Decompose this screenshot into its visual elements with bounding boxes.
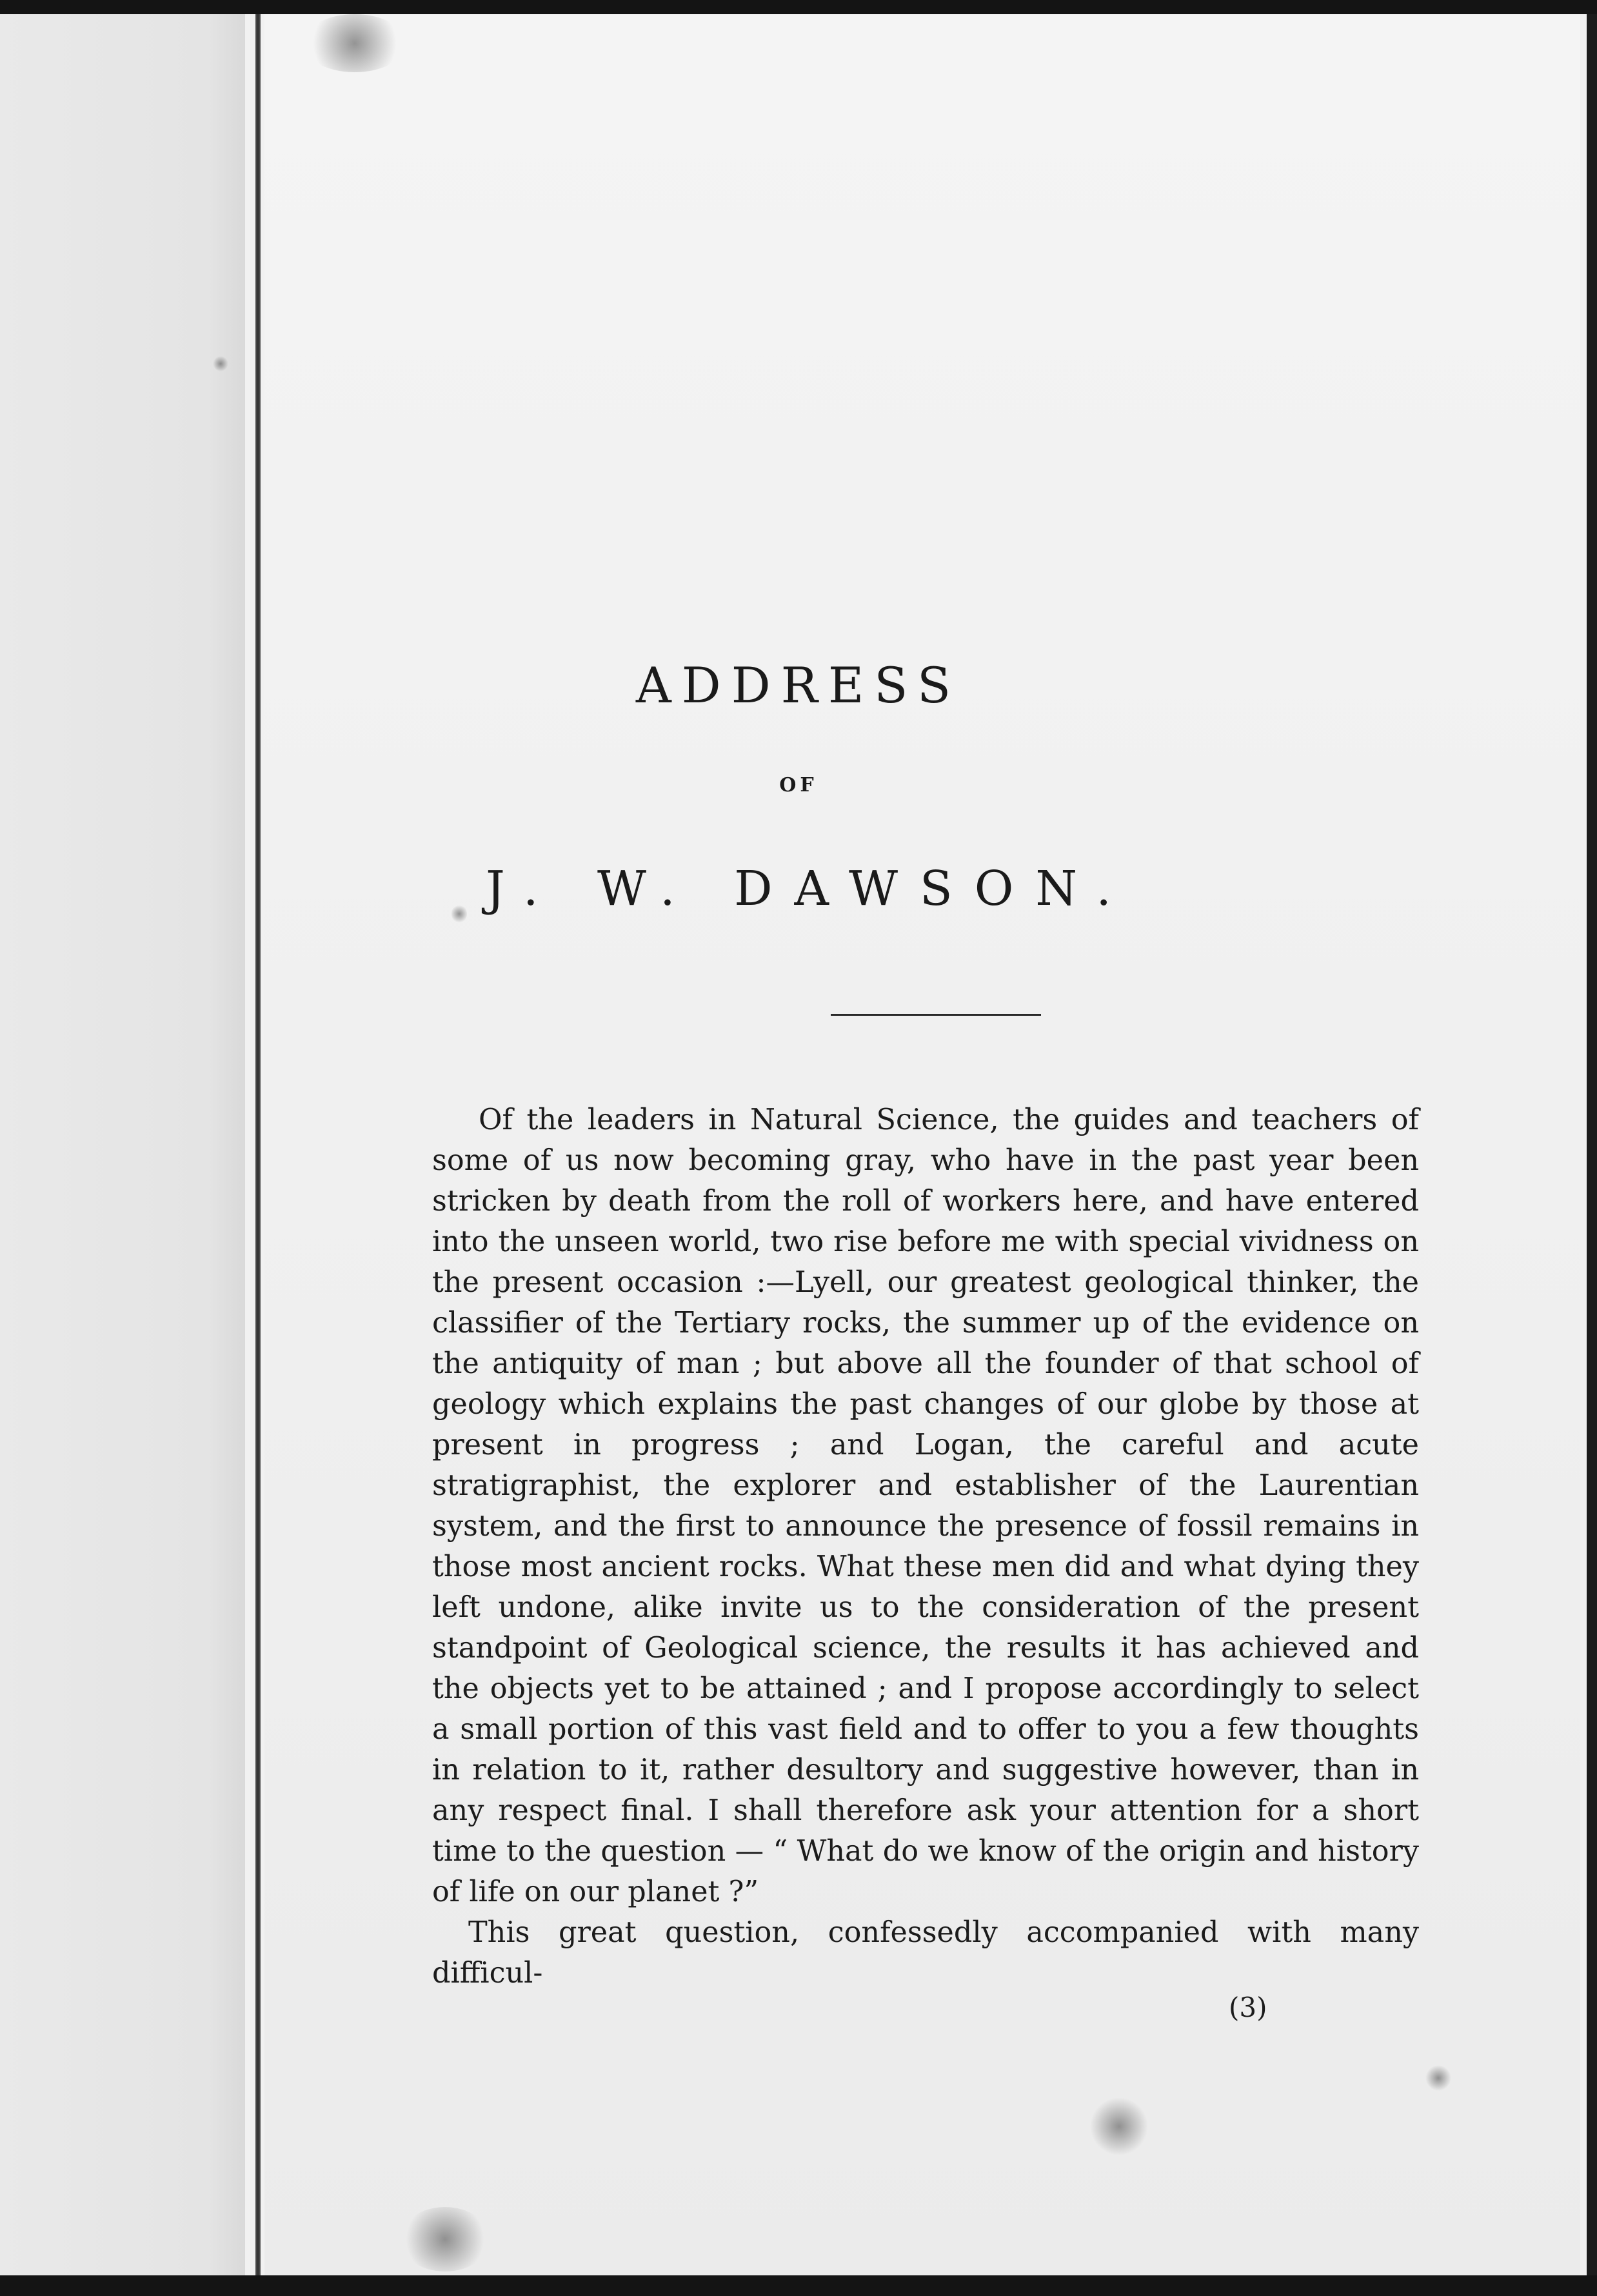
ink-smudge bbox=[1425, 2065, 1451, 2091]
paragraph: This great question, confessedly accompanied with many difficul- bbox=[432, 1916, 1419, 1990]
ink-smudge bbox=[213, 356, 228, 371]
book-gutter bbox=[255, 14, 261, 2275]
page-number: (3) bbox=[1229, 1992, 1267, 2023]
facing-page bbox=[0, 14, 245, 2275]
body-text bbox=[432, 1100, 1419, 1994]
ink-smudge bbox=[1090, 2097, 1148, 2155]
paragraph: Of the leaders in Natural Science, the guides and teachers of some of us now becoming gray, who have in the past year been stricken by death from the roll of workers here, and have entered into the unseen world, two rise before me with special vividness on the present occasion :—Lyell, our greatest geological thinker, the classifier of the Tertiary rocks, the summer up of the evidence on the antiquity of man ; but above all the founder of that school of geology which explains the past changes of our globe by those at present in progress ; and Logan, the careful and acute stratigraphist, the explorer and establisher of the Laurentian system, and the first to announce the presence of fossil remains in those most ancient rocks. What these men did and what dying they left undone, alike invite us to the consideration of the present standpoint of Geological science, the results it has achieved and the objects yet to be attained ; and I propose accordingly to select a small portion of this vast field and to offer to you a few thoughts in relation to it, rather desultory and suggestive however, than in any respect final. I shall therefore ask your attention for a short time to the question — “ What do we know of the origin and history of life on our planet ?” bbox=[432, 1103, 1419, 1908]
heading-of: OF bbox=[779, 774, 818, 797]
heading-author: J. W. DAWSON. bbox=[486, 861, 1133, 916]
heading-address: ADDRESS bbox=[635, 657, 962, 714]
ink-smudge bbox=[400, 2207, 490, 2271]
ink-smudge bbox=[303, 14, 406, 72]
page-edge-shadow bbox=[1587, 14, 1597, 2275]
section-rule bbox=[831, 1014, 1041, 1016]
